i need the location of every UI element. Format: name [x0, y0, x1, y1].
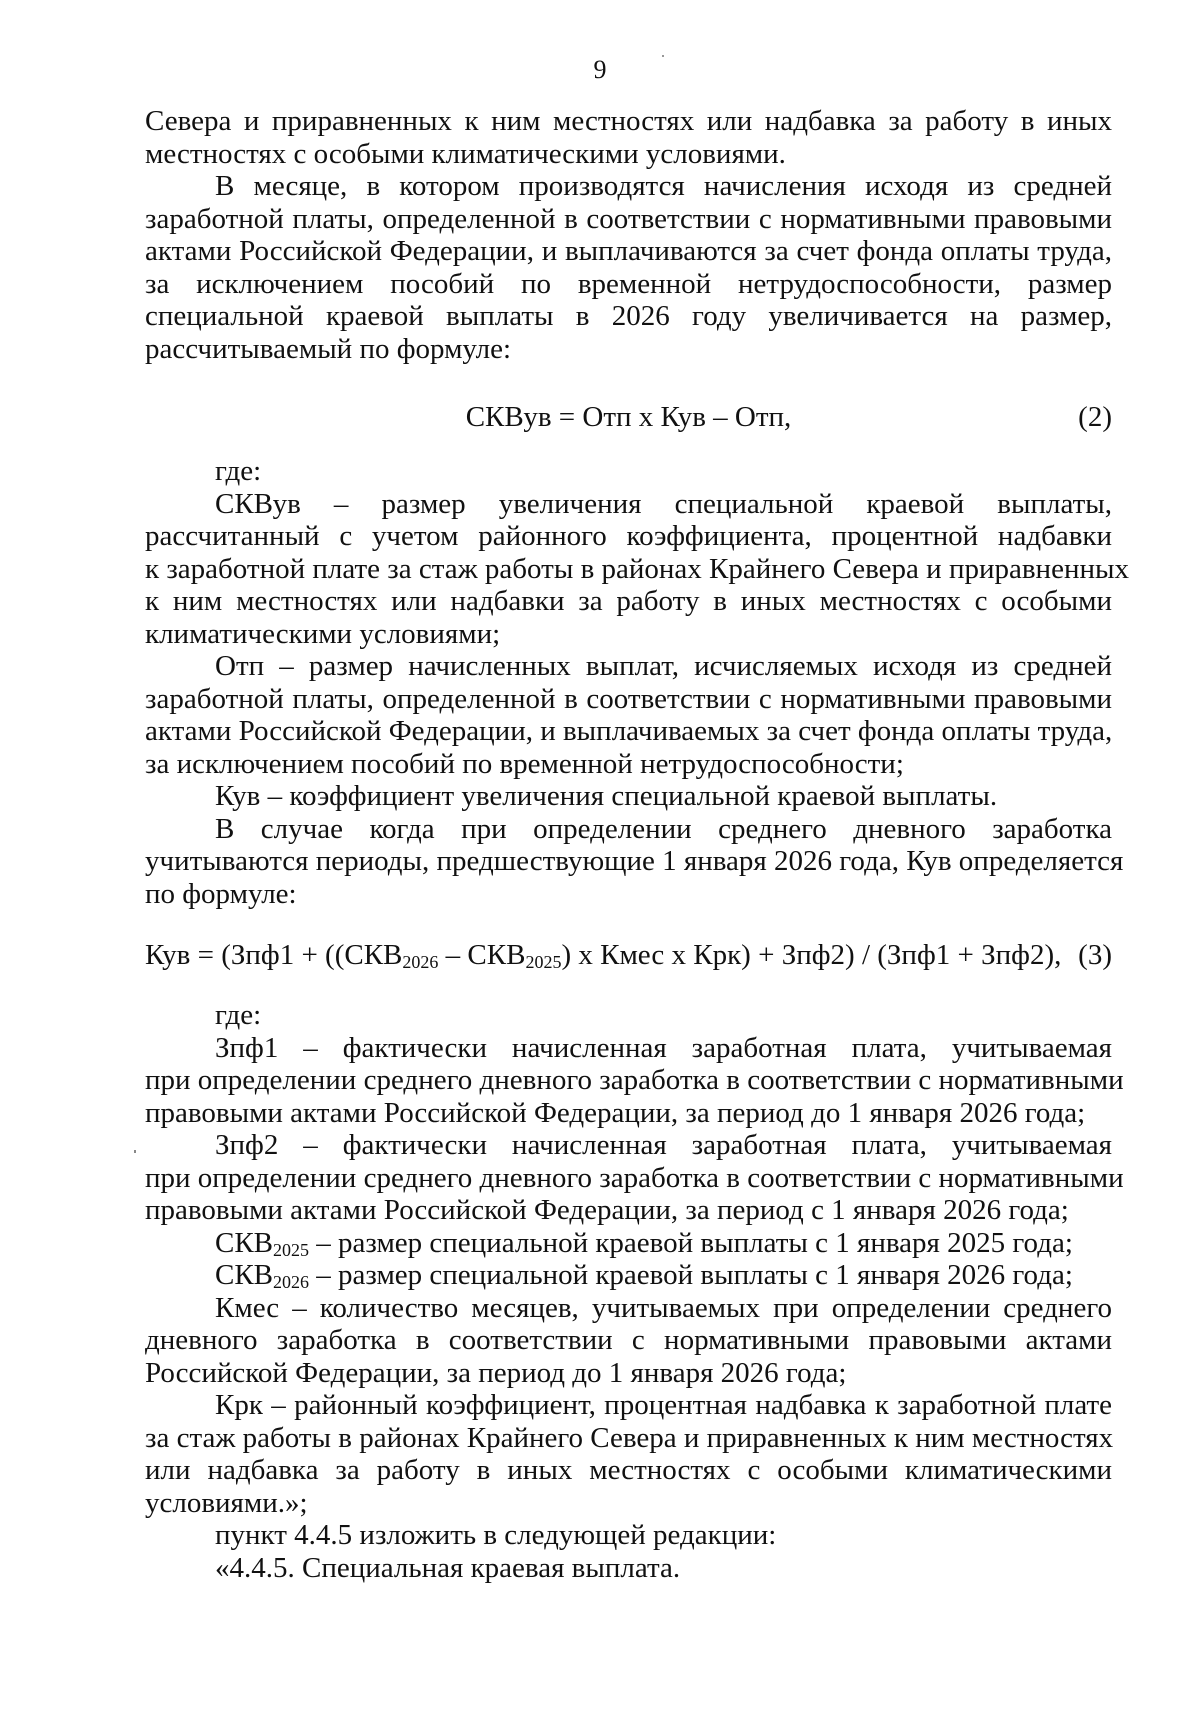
text-line: учитываются периоды, предшествующие 1 января 2026 года, Кув определяется: [145, 845, 1124, 877]
text-line: местностях с особыми климатическими условиями.: [145, 137, 786, 170]
text-line: Кув – коэффициент увеличения специальной краевой выплаты.: [215, 780, 998, 812]
text-line: Российской Федерации, за период до 1 января 2026 года;: [145, 1356, 847, 1389]
text-line: рассчитанный с учетом районного коэффициента, процентной надбавки: [145, 520, 1112, 552]
text-line: климатическими условиями;: [145, 617, 501, 650]
formula-2: [145, 400, 1112, 434]
formula-2-expression: СКВув = Отп х Кув – Отп,: [465, 401, 792, 433]
text-line: где:: [215, 455, 262, 487]
text-line: Зпф2 – фактически начисленная заработная плата, учитываемая: [215, 1129, 1112, 1161]
text-line: специальной краевой выплаты в 2026 году увеличивается на размер,: [145, 300, 1112, 332]
text-line-skv2026: $СКВ_{2026}$ – размер специальной краевой выплаты с 1 января 2026 года;: [215, 1259, 1073, 1292]
formula-2-number: (2): [1078, 401, 1112, 433]
text-line: «4.4.5. Специальная краевая выплата.: [215, 1551, 681, 1584]
text-line: В месяце, в котором производятся начисления исходя из средней: [215, 170, 1112, 202]
text-line: по формуле:: [145, 877, 297, 910]
text-line: актами Российской Федерации, и выплачиваются за счет фонда оплаты труда,: [145, 235, 1112, 267]
text-line: правовыми актами Российской Федерации, за период с 1 января 2026 года;: [145, 1194, 1069, 1226]
text-line: за стаж работы в районах Крайнего Севера и приравненных к ним местностях: [145, 1421, 1114, 1454]
text-line: Зпф1 – фактически начисленная заработная плата, учитываемая: [215, 1031, 1112, 1064]
text-line: за исключением пособий по временной нетрудоспособности;: [145, 747, 904, 780]
text-line: при определении среднего дневного заработка в соответствии с нормативными: [145, 1161, 1124, 1194]
text-line: к заработной плате за стаж работы в районах Крайнего Севера и приравненных: [145, 552, 1129, 585]
text-line: заработной платы, определенной в соответствии с нормативными правовыми: [145, 202, 1112, 235]
text-line: Севера и приравненных к ним местностях или надбавка за работу в иных: [145, 105, 1112, 137]
paragraph-block-1: [145, 105, 1112, 365]
text-line: Отп – размер начисленных выплат, исчисляемых исходя из средней: [215, 650, 1112, 682]
formula-3-expression: Кув = ($Зпф1 + ((СКВ_{2026} - СКВ_{2025})$ х Кмес х Крк) + Зпф2) / (Зпф1 + Зпф2),: [145, 939, 1062, 972]
text-line: дневного заработка в соответствии с нормативными правовыми актами: [145, 1324, 1112, 1356]
formula-3: [145, 938, 1112, 972]
text-line: В случае когда при определении среднего дневного заработка: [215, 812, 1112, 845]
text-line: или надбавка за работу в иных местностях с особыми климатическими: [145, 1454, 1112, 1486]
text-line: где:: [215, 999, 262, 1031]
text-line: заработной платы, определенной в соответствии с нормативными правовыми: [145, 682, 1112, 715]
scan-speck: [662, 55, 664, 57]
formula-3-number: (3): [1078, 939, 1112, 971]
text-line: к ним местностях или надбавки за работу в иных местностях с особыми: [145, 585, 1112, 617]
text-line: Крк – районный коэффициент, процентная надбавка к заработной плате: [215, 1389, 1112, 1421]
text-line: рассчитываемый по формуле:: [145, 332, 512, 365]
page-number: 9: [593, 55, 607, 84]
text-line: при определении среднего дневного заработка в соответствии с нормативными: [145, 1064, 1124, 1096]
text-line: актами Российской Федерации, и выплачиваемых за счет фонда оплаты труда,: [145, 715, 1113, 747]
text-line-skv2025: $СКВ_{2025}$ – размер специальной краевой выплаты с 1 января 2025 года;: [215, 1226, 1073, 1260]
text-line: пункт 4.4.5 изложить в следующей редакции:: [215, 1519, 777, 1551]
paragraph-block-3: [145, 999, 1124, 1584]
text-line: условиями.»;: [145, 1486, 308, 1519]
text-line: Кмес – количество месяцев, учитываемых при определении среднего: [215, 1291, 1112, 1324]
text-line: правовыми актами Российской Федерации, за период до 1 января 2026 года;: [145, 1096, 1086, 1129]
scan-mark: [134, 1150, 136, 1153]
text-line: СКВув – размер увеличения специальной краевой выплаты,: [215, 487, 1112, 520]
text-line: за исключением пособий по временной нетрудоспособности, размер: [145, 267, 1112, 300]
paragraph-block-2: [145, 455, 1129, 910]
